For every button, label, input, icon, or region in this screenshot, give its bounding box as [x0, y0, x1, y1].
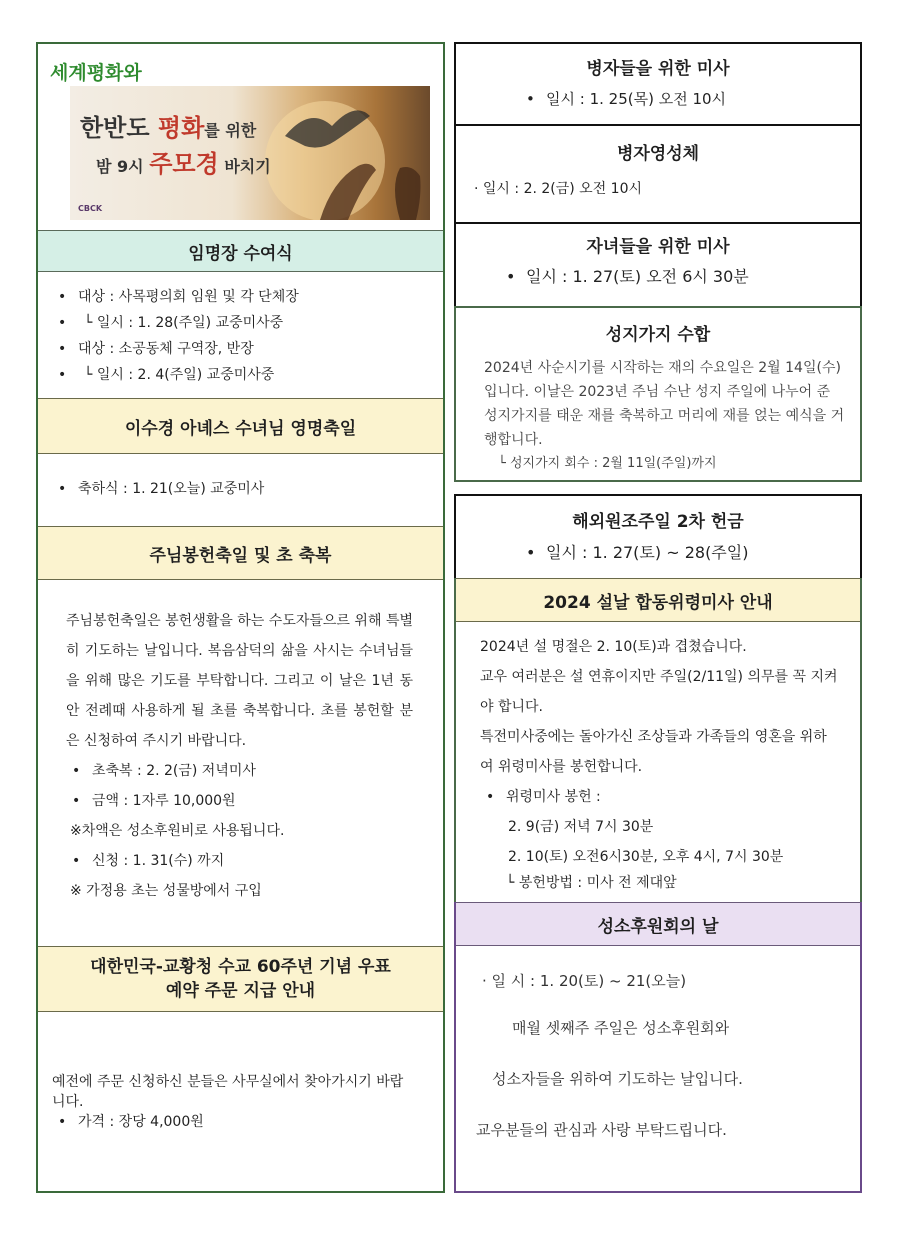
sick-mass-section — [454, 42, 862, 126]
feast-header — [38, 398, 443, 454]
feast-title: 이수경 아녜스 수녀님 영명축일 — [124, 418, 357, 439]
banner-text: 를 위한 — [204, 121, 257, 140]
lunar-time-2: 2. 10(토) 오전6시30분, 오후 4시, 7시 30분 — [508, 849, 784, 865]
list-item: • 일시 : 1. 27(토) 오전 6시 30분 — [500, 266, 860, 288]
list-item: • 위령미사 봉헌 : — [480, 782, 838, 812]
lunar-p3: 특전미사중에는 돌아가신 조상들과 가족들의 영혼을 위하여 위령미사를 봉헌합니다. — [480, 729, 827, 775]
palm-body — [456, 356, 860, 476]
banner-headline-2 — [96, 144, 271, 179]
peace-caption: 세계평화와 — [50, 62, 142, 84]
sick-mass-title: 병자들을 위한 미사 — [586, 58, 730, 79]
peace-prayer-section — [38, 44, 443, 230]
candle-list — [66, 756, 413, 816]
candle-note: ※차액은 성소후원비로 사용됩니다. — [70, 823, 285, 839]
appointment-header — [38, 230, 443, 272]
palm-sub: └ 성지가지 회수 : 2월 11일(주일)까지 — [498, 456, 717, 471]
vocation-line2: 성소자들을 위하여 기도하는 날입니다. — [492, 1070, 743, 1088]
stamp-text: 예전에 주문 신청하신 분들은 사무실에서 찾아가시기 바랍니다. — [52, 1074, 404, 1110]
list-item: • 금액 : 1자루 10,000원 — [66, 786, 413, 816]
stamp-body — [38, 1012, 443, 1191]
vocation-section — [454, 902, 862, 1193]
vocation-line1: 매월 셋째주 주일은 성소후원회와 — [512, 1019, 730, 1037]
lunar-section — [454, 578, 862, 902]
banner-headline-1 — [80, 108, 256, 143]
banner-text: 밤 9시 — [96, 157, 150, 176]
list-item: • 신청 : 1. 31(수) 까지 — [66, 846, 413, 876]
lunar-time-1: 2. 9(금) 저녁 7시 30분 — [508, 819, 654, 835]
appointment-list — [52, 284, 427, 388]
candle-body — [38, 580, 443, 946]
vocation-body — [456, 946, 860, 1140]
list-item: • 축하식 : 1. 21(오늘) 교중미사 — [52, 478, 427, 500]
stamp-title-line1: 대한민국-교황청 수교 60주년 기념 우표 — [90, 957, 391, 977]
vocation-date: · 일 시 : 1. 20(토) ~ 21(오늘) — [482, 972, 687, 990]
candle-title: 주님봉헌축일 및 초 축복 — [149, 545, 332, 566]
stamp-title-line2: 예약 주문 지급 안내 — [165, 981, 316, 1001]
candle-header — [38, 526, 443, 580]
lunar-p2: 교우 여러분은 설 연휴이지만 주일(2/11일) 의무를 꼭 지켜야 합니다. — [480, 669, 838, 715]
sick-communion-header — [456, 124, 860, 178]
banner-text: 바치기 — [218, 157, 271, 176]
mission-header — [456, 496, 860, 542]
lunar-method: └ 봉헌방법 : 미사 전 제대앞 — [506, 875, 677, 891]
palm-title: 성지가지 수합 — [605, 324, 711, 345]
lunar-p1: 2024년 설 명절은 2. 10(토)과 겹쳤습니다. — [480, 639, 747, 655]
list-item: • 일시 : 1. 27(토) ~ 28(주일) — [520, 542, 860, 564]
vocation-header — [456, 902, 860, 946]
list-item: • 대상 : 소공동체 구역장, 반장 — [52, 336, 427, 362]
candle-paragraph: 주님봉헌축일은 봉헌생활을 하는 수도자들으르 위해 특별히 기도하는 날입니다. 복음삼덕의 삶을 사시는 수녀님들을 위해 많은 기도를 부탁합니다. 그리고 이 날은 1년 동안 전례때 사용하게 될 초를 축복합니다. 초를 봉헌할 분은 신청하여 주시기 바랍니다. — [66, 613, 413, 749]
sick-communion-date: · 일시 : 2. 2(금) 오전 10시 — [474, 181, 643, 197]
mission-title: 해외원조주일 2차 헌금 — [572, 511, 744, 532]
mission-section — [454, 494, 862, 578]
list-item: • 초축복 : 2. 2(금) 저녁미사 — [66, 756, 413, 786]
candle-note: ※ 가정용 초는 성물방에서 구입 — [70, 883, 262, 899]
appointment-body — [38, 272, 443, 398]
banner-text: 한반도 — [80, 114, 158, 142]
list-item: • 일시 : 1. 25(목) 오전 10시 — [520, 88, 860, 110]
left-column — [36, 42, 445, 1193]
cbck-logo: CBCK — [78, 204, 103, 213]
sick-mass-header — [456, 44, 860, 88]
feast-body — [38, 454, 443, 526]
lunar-header — [456, 578, 860, 622]
palm-paragraph: 2024년 사순시기를 시작하는 재의 수요일은 2월 14일(수)입니다. 이날은 2023년 주님 수난 성지 주일에 나누어 준 성지가지를 태운 재를 축복하고 머리에 재를 얹는 예식을 거행합니다. — [484, 360, 845, 448]
children-mass-header — [456, 222, 860, 266]
lunar-title: 2024 설날 합동위령미사 안내 — [543, 592, 773, 613]
vocation-title: 성소후원회의 날 — [597, 916, 719, 937]
lunar-body — [456, 622, 860, 894]
sick-communion-title: 병자영성체 — [616, 143, 700, 164]
list-item: • 가격 : 장당 4,000원 — [52, 1112, 413, 1132]
appointment-title: 임명장 수여식 — [188, 243, 293, 264]
palm-section — [454, 306, 862, 482]
sick-communion-section — [454, 124, 862, 224]
children-mass-section — [454, 222, 862, 308]
banner-emphasis: 평화 — [157, 114, 205, 142]
vocation-line3: 교우분들의 관심과 사랑 부탁드립니다. — [476, 1121, 727, 1139]
banner-emphasis: 주모경 — [149, 150, 219, 178]
list-subitem: • └ 일시 : 2. 4(주일) 교중미사중 — [52, 362, 427, 388]
list-subitem: • └ 일시 : 1. 28(주일) 교중미사중 — [52, 310, 427, 336]
peace-banner-image — [70, 86, 430, 220]
stamp-header — [38, 946, 443, 1012]
palm-header — [456, 308, 860, 356]
children-mass-title: 자녀들을 위한 미사 — [586, 236, 730, 257]
list-item: • 대상 : 사목평의회 임원 및 각 단체장 — [52, 284, 427, 310]
